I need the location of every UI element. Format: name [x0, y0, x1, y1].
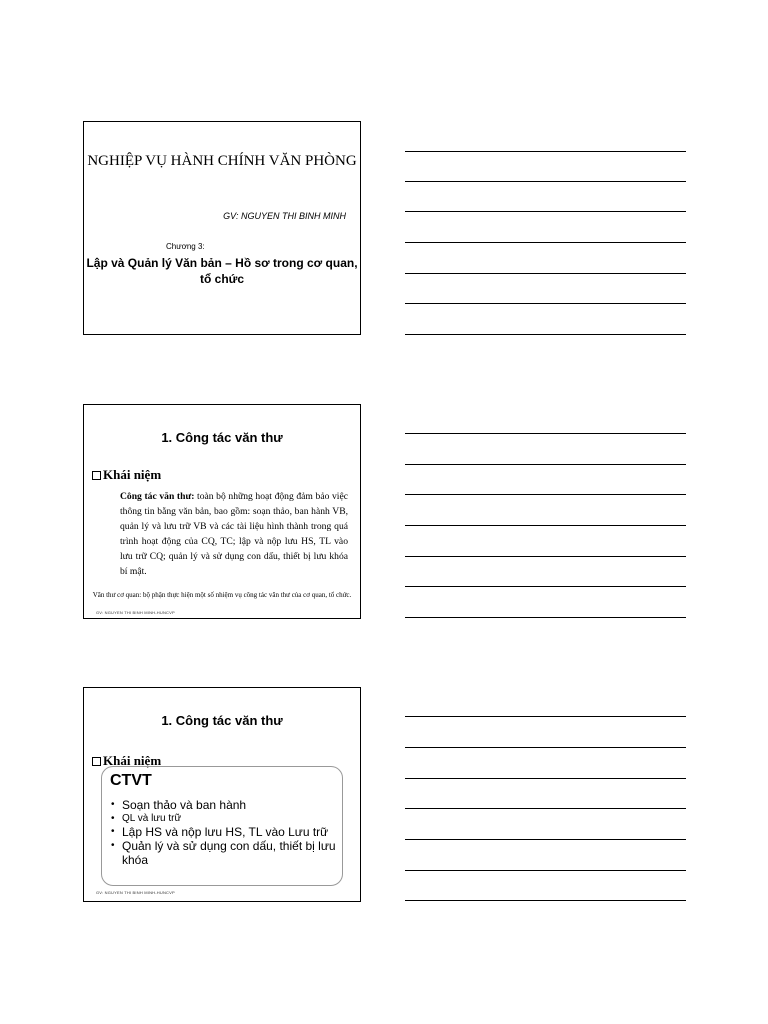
slide-concept-definition — [83, 404, 361, 619]
chapter-label: Chương 3: — [166, 242, 205, 251]
note-line — [405, 464, 686, 465]
note-line — [405, 151, 686, 152]
ctvt-title: CTVT — [110, 772, 152, 789]
slide-title — [83, 121, 361, 335]
note-line — [405, 900, 686, 901]
note-line — [405, 556, 686, 557]
note-line — [405, 273, 686, 274]
office-note: Văn thư cơ quan: bộ phận thực hiện một số nhiệm vụ công tác văn thư của cơ quan, tổ chức. — [92, 591, 352, 599]
note-line — [405, 242, 686, 243]
concept-heading — [92, 467, 161, 483]
note-line — [405, 778, 686, 779]
note-line — [405, 747, 686, 748]
list-item: • Lập HS và nộp lưu HS, TL vào Lưu trữ — [110, 825, 340, 839]
list-item: • Quản lý và sử dụng con dấu, thiết bị lưu khóa — [110, 839, 340, 867]
note-line — [405, 839, 686, 840]
ctvt-list — [110, 798, 340, 867]
note-line — [405, 494, 686, 495]
checkbox-bullet-icon — [92, 471, 101, 480]
note-line — [405, 617, 686, 618]
note-line — [405, 586, 686, 587]
definition-paragraph — [120, 489, 348, 579]
slide-1-title: NGHIỆP VỤ HÀNH CHÍNH VĂN PHÒNG — [87, 153, 357, 169]
concept-heading-label: Khái niệm — [103, 467, 162, 482]
definition-term: Công tác văn thư: — [120, 491, 195, 502]
slide-footer: GV: NGUYEN THI BINH MINH-HUNCVP — [96, 890, 175, 895]
slide-footer: GV: NGUYEN THI BINH MINH-HUNCVP — [96, 610, 175, 615]
concept-heading-label: Khái niệm — [103, 753, 162, 768]
note-line — [405, 433, 686, 434]
slide-1-subtitle: Lập và Quản lý Văn bản – Hồ sơ trong cơ quan, tổ chức — [86, 256, 358, 286]
note-line — [405, 716, 686, 717]
list-item: • Soạn thảo và ban hành — [110, 798, 340, 812]
definition-text: toàn bộ những hoạt động đảm bảo việc thông tin bằng văn bản, bao gồm: soạn thảo, ban hành VB, quản lý và lưu trữ VB và các tài liệu hình thành trong quá trình hoạt động của CQ, TC; lập và nộp lưu HS, TL vào lưu trữ CQ; quản lý và sử dụng con dấu, thiết bị lưu khóa bí mật. — [120, 491, 348, 577]
ctvt-box — [101, 766, 343, 886]
checkbox-bullet-icon — [92, 757, 101, 766]
note-line — [405, 334, 686, 335]
note-line — [405, 211, 686, 212]
note-line — [405, 525, 686, 526]
note-line — [405, 303, 686, 304]
slide-3-title: 1. Công tác văn thư — [161, 713, 283, 728]
list-item: • QL và lưu trữ — [110, 812, 340, 825]
note-line — [405, 808, 686, 809]
note-line — [405, 181, 686, 182]
lecturer-name: GV: NGUYEN THI BINH MINH — [223, 211, 346, 221]
slide-ctvt-list — [83, 687, 361, 902]
slide-2-title: 1. Công tác văn thư — [161, 430, 283, 445]
note-line — [405, 870, 686, 871]
